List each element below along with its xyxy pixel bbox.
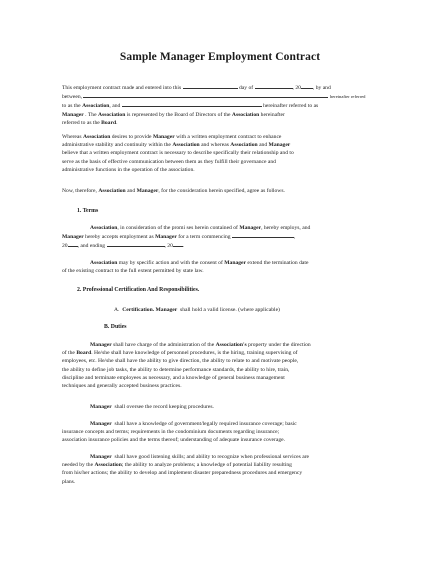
text: , and bbox=[109, 103, 121, 110]
section-heading-certification: 2. Professional Certification And Responsibilities. bbox=[77, 287, 200, 293]
text: , hereby employs, and bbox=[261, 225, 311, 231]
text: desires to provide bbox=[111, 134, 152, 140]
intro-paragraph bbox=[62, 83, 392, 127]
skills-line-4: plans. bbox=[62, 478, 76, 485]
end-date-blank bbox=[107, 241, 165, 247]
text: and bbox=[259, 142, 268, 149]
bold-term: Association bbox=[94, 462, 122, 469]
whereas-line-4: serve as the basis of effective communication between them as they fulfill their governance and bbox=[62, 158, 276, 165]
text: shall have a knowledge of government/legally required insurance coverage; basic bbox=[114, 421, 297, 427]
bold-term: Manager bbox=[62, 234, 84, 241]
text: to as the bbox=[62, 103, 81, 110]
duties-line-4: the ability to define job tasks, the ability to determine performance standards, the ability to hire, train, bbox=[62, 366, 290, 373]
whereas-paragraph bbox=[62, 133, 392, 174]
text: hereby accepts employment as bbox=[85, 234, 154, 241]
whereas-line-3: believe that a written employment contract is necessary to describe specifically their relationship and to bbox=[62, 150, 294, 157]
bold-term: Manager bbox=[62, 111, 84, 118]
duties-paragraph-1 bbox=[62, 341, 392, 390]
text: extend the termination date bbox=[247, 260, 309, 266]
text: day of bbox=[238, 85, 254, 91]
text: . bbox=[116, 119, 118, 126]
start-year-blank bbox=[68, 241, 78, 247]
duties-line-6: techniques and generally accepted business practices. bbox=[62, 383, 182, 390]
text: , 20 bbox=[164, 243, 173, 250]
bold-term: Association bbox=[90, 260, 118, 266]
text: with a written employment contract to enhance bbox=[176, 134, 282, 140]
duties-heading: B. Duties bbox=[104, 324, 127, 330]
duties-paragraph-4 bbox=[62, 453, 392, 486]
bold-term: Manager bbox=[90, 342, 112, 348]
month-blank bbox=[255, 83, 293, 89]
document-title: Sample Manager Employment Contract bbox=[119, 51, 321, 63]
bold-term: Association bbox=[90, 225, 118, 231]
extension-line-1 bbox=[62, 259, 392, 267]
section-heading-terms: 1. Terms bbox=[77, 208, 99, 214]
text: . bbox=[182, 243, 185, 250]
bold-term: Manager bbox=[155, 307, 178, 313]
text: , in consideration of the promi ses herein contained of bbox=[117, 225, 238, 231]
bold-term: Association bbox=[230, 142, 258, 149]
duties-paragraph-2 bbox=[90, 403, 390, 411]
duties-line-5: discipline and terminate employees as necessary, and a knowledge of general business management bbox=[62, 374, 285, 381]
bold-term: Manager bbox=[90, 454, 112, 460]
terms-line-3 bbox=[62, 241, 392, 250]
intro-line-5 bbox=[62, 119, 392, 127]
extension-line-2: of the existing contract to the full extent permitted by state law. bbox=[62, 268, 204, 275]
text: , by and bbox=[312, 85, 331, 91]
day-blank bbox=[183, 83, 238, 89]
bold-term: Association bbox=[82, 103, 110, 110]
text: property under the direction bbox=[248, 342, 311, 348]
association-name-blank bbox=[83, 92, 328, 98]
text: shall have good listening skills; and ability to recognize when professional services are bbox=[114, 454, 310, 460]
intro-line-4 bbox=[62, 111, 392, 119]
bold-term: Manager bbox=[90, 421, 112, 427]
intro-line-2 bbox=[62, 92, 392, 101]
manager-name-blank bbox=[122, 101, 262, 107]
skills-line-2 bbox=[62, 461, 392, 469]
item-label: A. bbox=[114, 307, 120, 313]
bold-term: Board bbox=[76, 350, 92, 357]
terms-line-1 bbox=[62, 224, 392, 232]
duties-line-3: employees, etc. He/she shall have the ability to give direction, the ability to relate to and motivate people, bbox=[62, 358, 299, 365]
terms-line-2 bbox=[62, 232, 392, 241]
text: , and ending bbox=[77, 243, 106, 250]
bold-term: Manager bbox=[136, 188, 159, 194]
bold-term: Manager bbox=[155, 234, 177, 241]
text: shall hold a valid license. (where applicable) bbox=[180, 307, 280, 313]
end-year-blank bbox=[173, 241, 185, 250]
insurance-line-1 bbox=[62, 420, 392, 428]
bold-term: Manager bbox=[239, 225, 262, 231]
insurance-line-3: association insurance policies and the terms thereof; understanding of adequate insurance coverage. bbox=[62, 437, 286, 444]
bold-term: Manager bbox=[90, 404, 112, 410]
whereas-line-5: administrative functions in the operation of the association. bbox=[62, 166, 195, 173]
text: , for the consideration herein specified, agree as follows. bbox=[158, 188, 285, 194]
text: for a term commencing bbox=[178, 234, 231, 241]
text: needed by the bbox=[62, 462, 94, 469]
insurance-line-2: insurance concepts and terms; requirements in the condominium documents regarding insurance; bbox=[62, 429, 280, 436]
text: This employment contract made and entered into this bbox=[62, 85, 182, 91]
duties-paragraph-3 bbox=[62, 420, 392, 445]
text: . He/she shall have knowledge of personnel procedures, is the hiring, training supervising of bbox=[91, 350, 298, 357]
bold-term: Manager bbox=[224, 260, 246, 266]
certification-item bbox=[114, 306, 394, 314]
bold-term: Association's bbox=[215, 342, 247, 348]
duties-line-2 bbox=[62, 349, 392, 357]
text: and bbox=[127, 188, 136, 194]
bold-term: Certification. bbox=[122, 307, 155, 313]
start-date-blank bbox=[232, 232, 296, 241]
bold-term: Manager bbox=[268, 142, 291, 149]
text: administrative stability and continuity within the bbox=[62, 142, 171, 149]
text: 20 bbox=[62, 243, 68, 250]
text: Now, therefore, bbox=[62, 188, 97, 194]
text: hereinafter referred bbox=[329, 94, 366, 100]
text: shall oversee the record keeping procedures. bbox=[114, 404, 214, 410]
bold-term: Association bbox=[82, 134, 111, 140]
intro-line-1 bbox=[62, 83, 392, 92]
text: . The bbox=[85, 111, 97, 118]
year-blank bbox=[301, 83, 313, 89]
text: and whereas bbox=[201, 142, 229, 149]
terms-paragraph-1 bbox=[62, 224, 392, 251]
text: shall have charge of the administration of the bbox=[113, 342, 215, 348]
text: , bbox=[293, 234, 296, 241]
text: hereinafter bbox=[260, 111, 285, 118]
bold-term: Board bbox=[101, 119, 117, 126]
text: is represented by the Board of Directors of the bbox=[126, 111, 231, 118]
bold-term: Manager bbox=[152, 134, 175, 140]
bold-term: Association bbox=[98, 188, 126, 194]
text: , 20 bbox=[292, 85, 301, 91]
agreement-paragraph bbox=[62, 187, 392, 195]
text: referred to as the bbox=[62, 119, 100, 126]
text: hereinafter referred to as bbox=[263, 103, 319, 110]
bold-term: Association bbox=[231, 111, 260, 118]
whereas-line-2 bbox=[62, 141, 392, 149]
whereas-line-1 bbox=[62, 133, 392, 141]
duties-line-1 bbox=[62, 341, 392, 349]
bold-term: Association bbox=[97, 111, 126, 118]
text: of the bbox=[62, 350, 75, 357]
text: ; the ability to analyze problems; a knowledge of potential liability resulting bbox=[121, 462, 292, 469]
text: between, bbox=[62, 94, 83, 101]
text: may by specific action and with the consent of bbox=[118, 260, 223, 266]
skills-line-1 bbox=[62, 453, 392, 461]
terms-paragraph-2 bbox=[62, 259, 392, 275]
intro-line-3 bbox=[62, 101, 392, 110]
text: Whereas bbox=[62, 134, 82, 140]
skills-line-3: from his/her actions; the ability to develop and implement disaster preparedness procedures and emergency bbox=[62, 470, 303, 477]
bold-term: Association bbox=[172, 142, 200, 149]
